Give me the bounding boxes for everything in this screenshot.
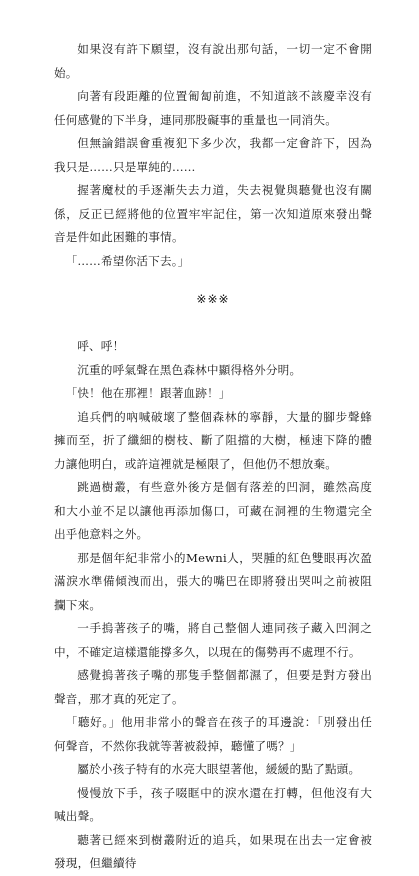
dialogue-line: 「聽好。」他用非常小的聲音在孩子的耳邊說：「別發出任何聲音，不然你我就等著被殺掉，聽懂了嗎？」 <box>54 715 372 753</box>
paragraph: 跳過樹叢，有些意外後方是個有落差的凹洞，雖然高度和大小並不足以讓他再添加傷口，可藏在洞裡的生物還完全出乎他意料之外。 <box>54 480 372 541</box>
paragraph: 握著魔杖的手逐漸失去力道，失去視覺與聽覺也沒有關係，反正已經將他的位置牢牢記住，第一次知道原來發出聲音是件如此困難的事情。 <box>54 183 372 244</box>
dialogue-line: 「快！他在那裡！跟著血跡！」 <box>65 386 231 400</box>
paragraph: 如果沒有許下願望，沒有說出那句話，一切一定不會開始。 <box>54 42 372 80</box>
paragraph: 慢慢放下手，孩子啜眶中的淚水還在打轉，但他沒有大喊出聲。 <box>54 785 372 823</box>
paragraph: 追兵們的吶喊破壞了整個森林的寧靜，大量的腳步聲蜂擁而至，折了纖細的樹枝、斷了阻擋的大樹，極速下降的體力讓他明白，或許這裡就是極限了，但他仍不想放棄。 <box>54 409 372 471</box>
paragraph: 那是個年紀非常小的Mewni人，哭腫的紅色雙眼再次盈滿淚水準備傾洩而出，張大的嘴巴在即將發出哭叫之前被阻攔下來。 <box>54 550 372 612</box>
dialogue-line: 「……希望你活下去。」 <box>65 253 190 268</box>
paragraph: 向著有段距離的位置匍匐前進，不知道該不該慶幸沒有任何感覺的下半身，連同那股礙事的重量也一同消失。 <box>54 89 372 127</box>
paragraph: 呼、呼！ <box>77 339 125 353</box>
paragraph: 一手摀著孩子的嘴，將自己整個人連同孩子藏入凹洞之中，不確定這樣還能撐多久，以現在的傷勢再不處理不行。 <box>54 621 372 659</box>
paragraph: 但無論錯誤會重複犯下多少次，我都一定會許下，因為我只是……只是單純的…… <box>54 136 372 174</box>
paragraph: 沉重的呼氣聲在黑色森林中顯得格外分明。 <box>77 362 302 377</box>
section-separator: ※※※ <box>196 292 230 306</box>
paragraph: 感覺摀著孩子嘴的那隻手整個都濕了，但要是對方發出聲音，那才真的死定了。 <box>54 668 372 706</box>
paragraph: 聽著已經來到樹叢附近的追兵，如果現在出去一定會被發現，但繼續待 <box>54 832 372 870</box>
paragraph: 屬於小孩子特有的水亮大眼望著他，緩緩的點了點頭。 <box>77 762 361 776</box>
section-one <box>54 38 372 273</box>
section-two <box>54 335 372 876</box>
